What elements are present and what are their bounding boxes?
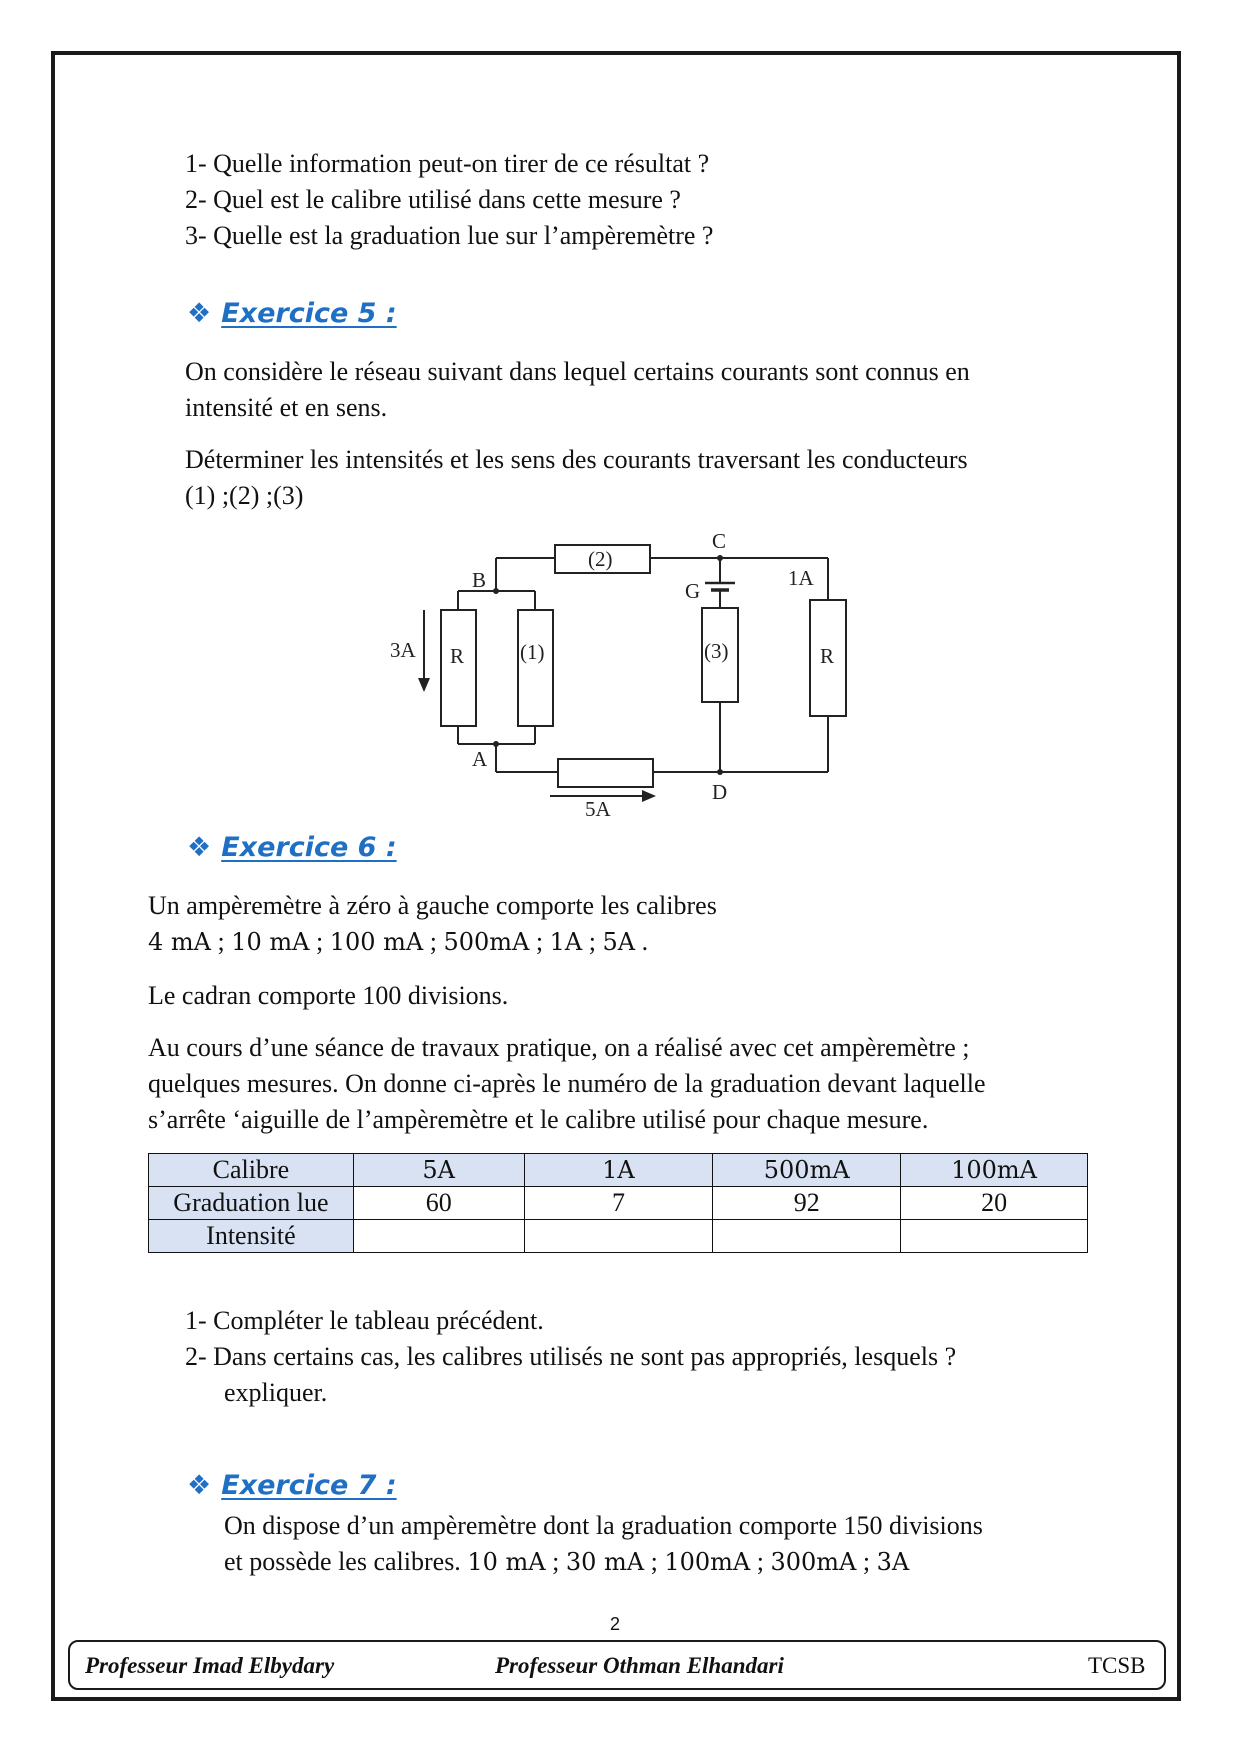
resistor-1 (518, 610, 553, 726)
label-C: C (712, 529, 727, 553)
ex6-calibres-line: 4 mA ; 10 mA ; 100 mA ; 500mA ; 1A ; 5A . (148, 927, 649, 956)
ex7-title: Exercice 7 : (221, 1470, 397, 1501)
footer-class: TCSB (1088, 1653, 1146, 1678)
diamond-bullet-icon: ❖ (187, 298, 212, 329)
ex5-heading (187, 298, 397, 329)
ex5-paragraph-2-line-2: (1) ;(2) ;(3) (185, 481, 304, 510)
ex6-heading (187, 832, 397, 863)
table-cell: 20 (901, 1187, 1088, 1220)
calibre-100ma: 100 mA (329, 928, 424, 956)
label-A: A (472, 747, 488, 771)
table-cell (353, 1220, 524, 1253)
table-cell: 1A (524, 1154, 713, 1187)
label-R-right: R (820, 644, 835, 668)
calibre-100ma: 100mA (664, 1548, 751, 1576)
footer-author-left: Professeur Imad Elbydary (85, 1653, 335, 1678)
ex6-line-1: Un ampèremètre à zéro à gauche comporte les calibres (148, 891, 717, 920)
table-cell: 60 (353, 1187, 524, 1220)
calibre-3a: 3A (876, 1548, 910, 1576)
ex5-paragraph-1-line-2: intensité et en sens. (185, 393, 388, 422)
node-B (493, 588, 499, 594)
ex7-line-1: On dispose d’un ampèremètre dont la graduation comporte 150 divisions (224, 1511, 983, 1540)
table-cell: 92 (713, 1187, 901, 1220)
ex6-question-1: 1- Compléter le tableau précédent. (185, 1306, 544, 1335)
diamond-bullet-icon: ❖ (187, 1470, 212, 1501)
question-2: 2- Quel est le calibre utilisé dans cette mesure ? (185, 185, 681, 214)
ex7-line-2: et possède les calibres. 10 mA ; 30 mA ; 100mA ; 300mA ; 3A (224, 1547, 910, 1576)
table-cell: 7 (524, 1187, 713, 1220)
diamond-bullet-icon: ❖ (187, 832, 212, 863)
circuit-diagram (380, 528, 860, 821)
ex5-paragraph-2-line-1: Déterminer les intensités et les sens des courants traversant les conducteurs (185, 445, 968, 474)
label-resistor-1: (1) (520, 640, 545, 664)
calibre-table (148, 1153, 1088, 1253)
calibre-4ma: 4 mA (148, 928, 211, 956)
table-row (149, 1187, 1088, 1220)
ex7-heading (187, 1470, 397, 1501)
node-D (717, 769, 723, 775)
node-A (493, 741, 499, 747)
question-3: 3- Quelle est la graduation lue sur l’ampèremètre ? (185, 221, 714, 250)
ex6-line-6: s’arrête ‘aiguille de l’ampèremètre et le calibre utilisé pour chaque mesure. (148, 1105, 929, 1134)
resistor-R-left (441, 610, 476, 726)
table-row-label: Calibre (149, 1154, 354, 1187)
table-row (149, 1220, 1088, 1253)
calibre-10ma: 10 mA (231, 928, 310, 956)
table-cell (524, 1220, 713, 1253)
node-C (717, 555, 723, 561)
label-D: D (712, 780, 728, 804)
table-cell: 100mA (901, 1154, 1088, 1187)
label-B: B (472, 568, 487, 592)
table-row-label: Intensité (149, 1220, 354, 1253)
ex5-paragraph-1-line-1: On considère le réseau suivant dans lequel certains courants sont connus en (185, 357, 970, 386)
calibre-1a: 1A (549, 928, 583, 956)
table-cell (713, 1220, 901, 1253)
resistor-bottom (558, 759, 653, 787)
table-row (149, 1154, 1088, 1187)
question-1: 1- Quelle information peut-on tirer de ce résultat ? (185, 149, 710, 178)
ex6-question-2-line-1: 2- Dans certains cas, les calibres utilisés ne sont pas appropriés, lesquels ? (185, 1342, 957, 1371)
table-cell: 5A (353, 1154, 524, 1187)
calibre-500ma: 500mA (443, 928, 530, 956)
label-current-5a: 5A (585, 797, 611, 821)
calibre-300ma: 300mA (770, 1548, 857, 1576)
label-resistor-2: (2) (588, 547, 613, 571)
calibre-10ma: 10 mA (467, 1548, 546, 1576)
table-cell (901, 1220, 1088, 1253)
footer-author-center: Professeur Othman Elhandari (495, 1653, 784, 1678)
label-current-1a: 1A (788, 566, 814, 590)
label-current-3a: 3A (390, 638, 416, 662)
page-number: 2 (610, 1614, 621, 1634)
table-cell: 500mA (713, 1154, 901, 1187)
ex6-question-2-line-2: expliquer. (224, 1378, 328, 1407)
label-resistor-3: (3) (704, 639, 729, 663)
ex6-line-4: Au cours d’une séance de travaux pratique, on a réalisé avec cet ampèremètre ; (148, 1033, 970, 1062)
ex6-line-3: Le cadran comporte 100 divisions. (148, 981, 509, 1010)
calibre-5a: 5A (602, 928, 636, 956)
label-G: G (685, 579, 701, 603)
ex6-line-5: quelques mesures. On donne ci-après le numéro de la graduation devant laquelle (148, 1069, 986, 1098)
ex5-title: Exercice 5 : (221, 298, 397, 329)
table-row-label: Graduation lue (149, 1187, 354, 1220)
label-R-left: R (450, 644, 465, 668)
calibre-30ma: 30 mA (565, 1548, 645, 1576)
ex6-title: Exercice 6 : (221, 832, 397, 863)
